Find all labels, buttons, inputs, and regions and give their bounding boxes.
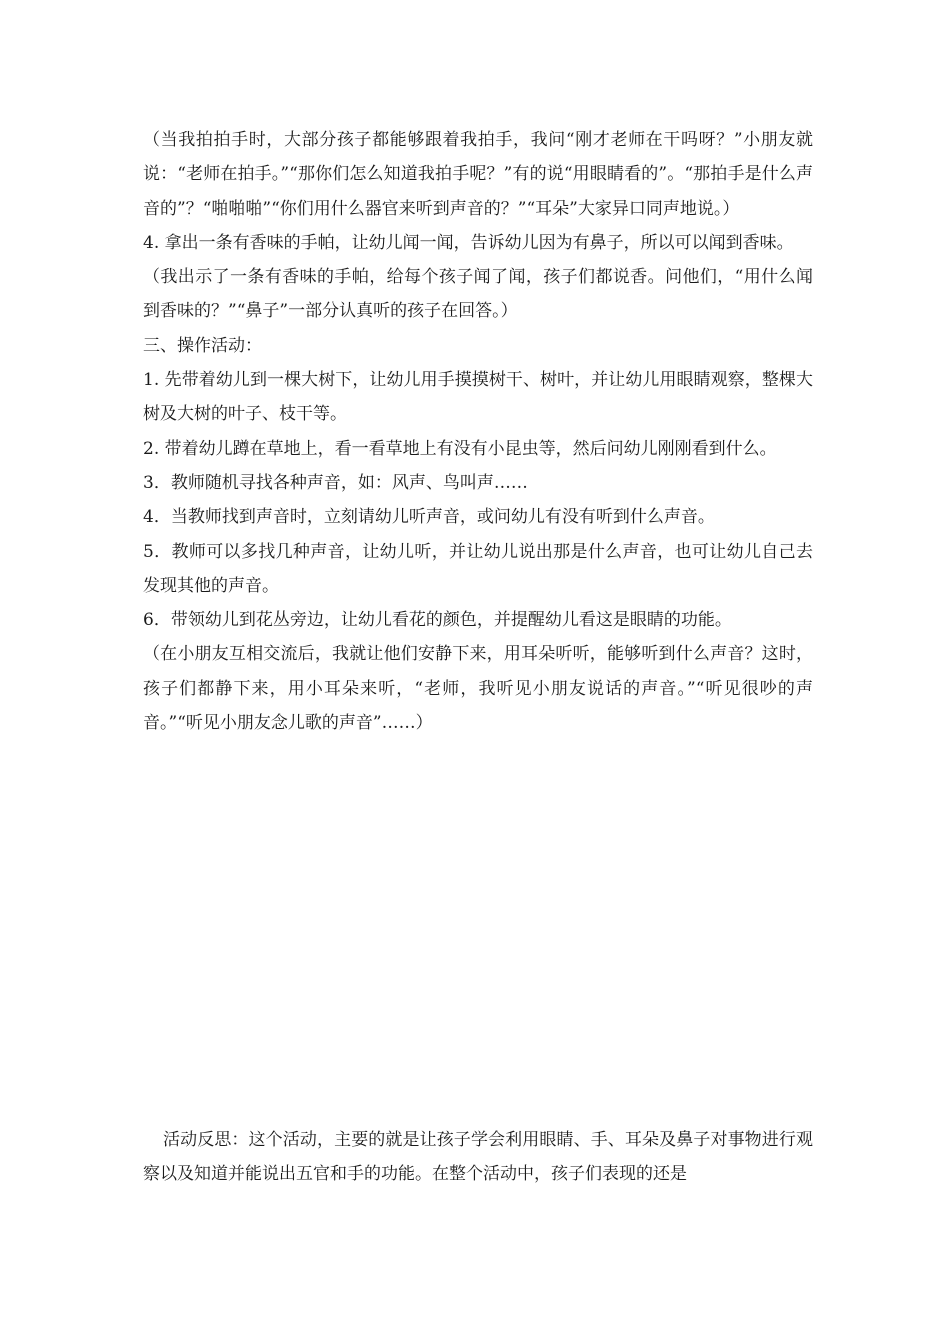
paragraph-operation-step-5: 5．教师可以多找几种声音，让幼儿听，并让幼儿说出那是什么声音，也可让幼儿自己去发现其他的声音。 [143, 541, 813, 596]
paragraph-operation-step-2: 2. 带着幼儿蹲在草地上，看一看草地上有没有小昆虫等，然后问幼儿刚刚看到什么。 [143, 438, 777, 459]
paragraph-listening-dialogue: （在小朋友互相交流后，我就让他们安静下来，用耳朵听听，能够听到什么声音？这时，孩子们都静下来，用小耳朵来听，“老师，我听见小朋友说话的声音。”“听见很吵的声音。”“听见小朋友念儿歌的声音”……） [143, 644, 813, 734]
document-body [143, 123, 813, 740]
paragraph-operation-step-1: 1. 先带着幼儿到一棵大树下，让幼儿用手摸摸树干、树叶，并让幼儿用眼睛观察，整棵大树及大树的叶子、枝干等。 [143, 370, 813, 425]
paragraph-operation-step-3: 3．教师随机寻找各种声音，如：风声、鸟叫声…… [143, 472, 528, 493]
paragraph-step-4-handkerchief: 4. 拿出一条有香味的手帕，让幼儿闻一闻，告诉幼儿因为有鼻子，所以可以闻到香味。 [143, 232, 794, 253]
reflection-section [143, 1123, 813, 1192]
section-heading-operation: 三、操作活动： [143, 335, 262, 356]
paragraph-operation-step-4: 4．当教师找到声音时，立刻请幼儿听声音，或问幼儿有没有听到什么声音。 [143, 507, 715, 528]
paragraph-reflection: 活动反思：这个活动，主要的就是让孩子学会利用眼睛、手、耳朵及鼻子对事物进行观察以及知道并能说出五官和手的功能。在整个活动中，孩子们表现的还是 [143, 1130, 813, 1185]
paragraph-operation-step-6: 6．带领幼儿到花丛旁边，让幼儿看花的颜色，并提醒幼儿看这是眼睛的功能。 [143, 610, 732, 631]
paragraph-clapping-dialogue: （当我拍拍手时，大部分孩子都能够跟着我拍手，我问“刚才老师在干吗呀？”小朋友就说：“老师在拍手。”“那你们怎么知道我拍手呢？”有的说“用眼睛看的”。“那拍手是什么声音的”？“啪啪啪”“你们用什么器官来听到声音的？”“耳朵”大家异口同声地说。） [143, 130, 813, 219]
paragraph-smell-dialogue: （我出示了一条有香味的手帕，给每个孩子闻了闻，孩子们都说香。问他们，“用什么闻到香味的？”“鼻子”一部分认真听的孩子在回答。） [143, 267, 813, 322]
